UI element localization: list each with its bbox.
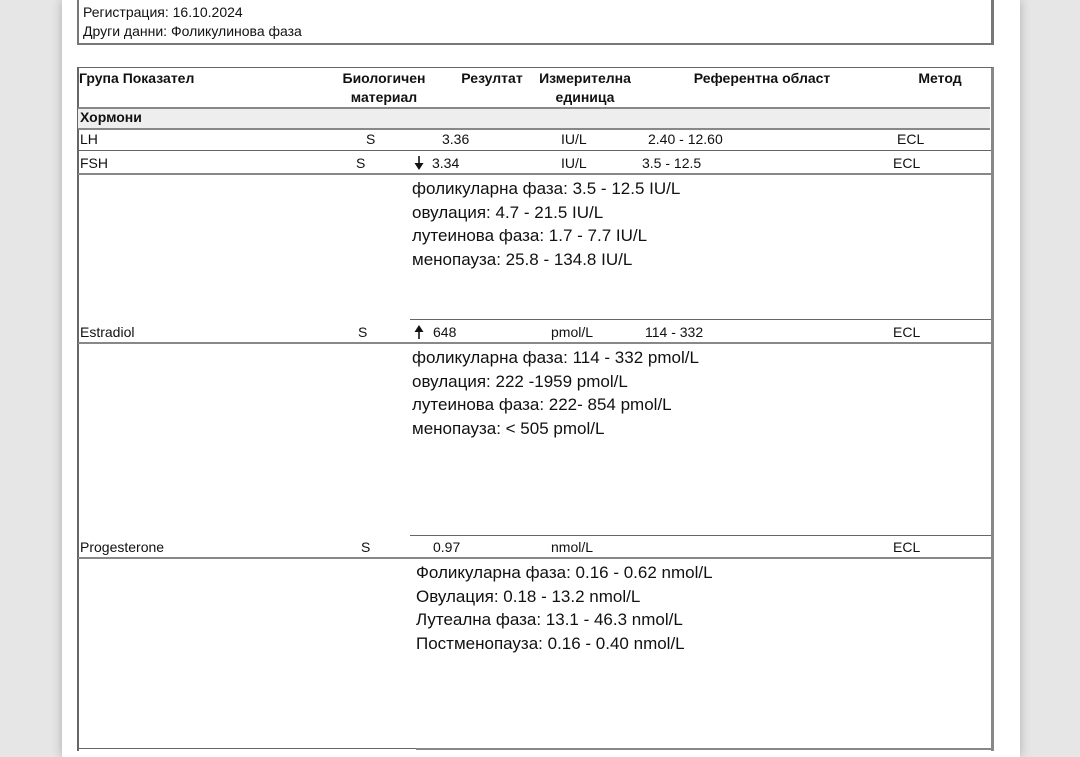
analyte-name-progesterone: Progesterone — [80, 539, 165, 555]
material-lh: S — [366, 131, 376, 147]
reference-note-line: овулация: 4.7 - 21.5 IU/L — [412, 202, 604, 222]
reference-note-line: менопауза: 25.8 - 134.8 IU/L — [412, 249, 633, 269]
reference-note-line: Лутеална фаза: 13.1 - 46.3 nmol/L — [416, 610, 683, 629]
result-progesterone: 0.97 — [433, 539, 461, 555]
analyte-name-estradiol: Estradiol — [80, 324, 135, 340]
column-header-material-1: Биологичен — [342, 70, 426, 86]
reference-note-line: фоликуларна фаза: 3.5 - 12.5 IU/L — [412, 179, 681, 198]
method-lh: ECL — [897, 131, 925, 147]
reference-note-line: менопауза: < 505 pmol/L — [412, 418, 605, 438]
group-name: Хормони — [80, 109, 142, 125]
reference-note-line: лутеинова фаза: 1.7 - 7.7 IU/L — [412, 226, 648, 245]
reference-note-line: овулация: 222 -1959 pmol/L — [412, 371, 628, 391]
reference-note-line: лутеинова фаза: 222- 854 pmol/L — [412, 395, 672, 414]
analyte-name-fsh: FSH — [80, 155, 108, 171]
column-header-method: Метод — [918, 70, 962, 86]
result-estradiol: 648 — [433, 324, 457, 340]
method-progesterone: ECL — [893, 539, 921, 555]
material-progesterone: S — [361, 539, 371, 555]
column-header-group: Група Показател — [79, 70, 195, 86]
reference-lh: 2.40 - 12.60 — [648, 131, 723, 147]
low-flag-arrow-icon — [413, 156, 425, 170]
registration-date: Регистрация: 16.10.2024 — [83, 4, 243, 20]
row-divider — [416, 748, 991, 750]
reference-estradiol: 114 - 332 — [645, 324, 704, 340]
unit-progesterone: nmol/L — [551, 539, 594, 555]
row-divider — [78, 557, 991, 559]
group-row — [78, 107, 990, 130]
column-header-material-2: материал — [350, 89, 418, 105]
result-fsh: 3.34 — [432, 155, 460, 171]
material-estradiol: S — [358, 324, 368, 340]
reference-note-line: Фоликуларна фаза: 0.16 - 0.62 nmol/L — [416, 563, 713, 582]
unit-lh: IU/L — [561, 131, 587, 147]
row-divider — [78, 342, 991, 344]
row-divider — [78, 173, 991, 175]
row-divider — [410, 319, 991, 320]
high-flag-arrow-icon — [413, 325, 425, 339]
reference-fsh: 3.5 - 12.5 — [642, 155, 702, 171]
reference-note-line: Овулация: 0.18 - 13.2 nmol/L — [416, 586, 641, 606]
method-fsh: ECL — [893, 155, 921, 171]
other-data: Други данни: Фоликулинова фаза — [83, 23, 302, 39]
unit-fsh: IU/L — [561, 155, 587, 171]
row-divider — [78, 748, 416, 749]
material-fsh: S — [356, 155, 366, 171]
row-divider — [410, 535, 991, 536]
method-estradiol: ECL — [893, 324, 921, 340]
reference-note-line: фоликуларна фаза: 114 - 332 pmol/L — [412, 348, 699, 367]
column-header-unit-2: единица — [555, 89, 615, 105]
column-header-result: Резултат — [461, 70, 523, 86]
analyte-name-lh: LH — [80, 131, 98, 147]
unit-estradiol: pmol/L — [551, 324, 594, 340]
result-lh: 3.36 — [442, 131, 470, 147]
reference-note-line: Постменопауза: 0.16 - 0.40 nmol/L — [416, 633, 685, 653]
row-divider — [78, 150, 991, 151]
column-header-unit-1: Измерителна — [539, 70, 631, 86]
column-header-reference: Референтна област — [693, 70, 831, 86]
